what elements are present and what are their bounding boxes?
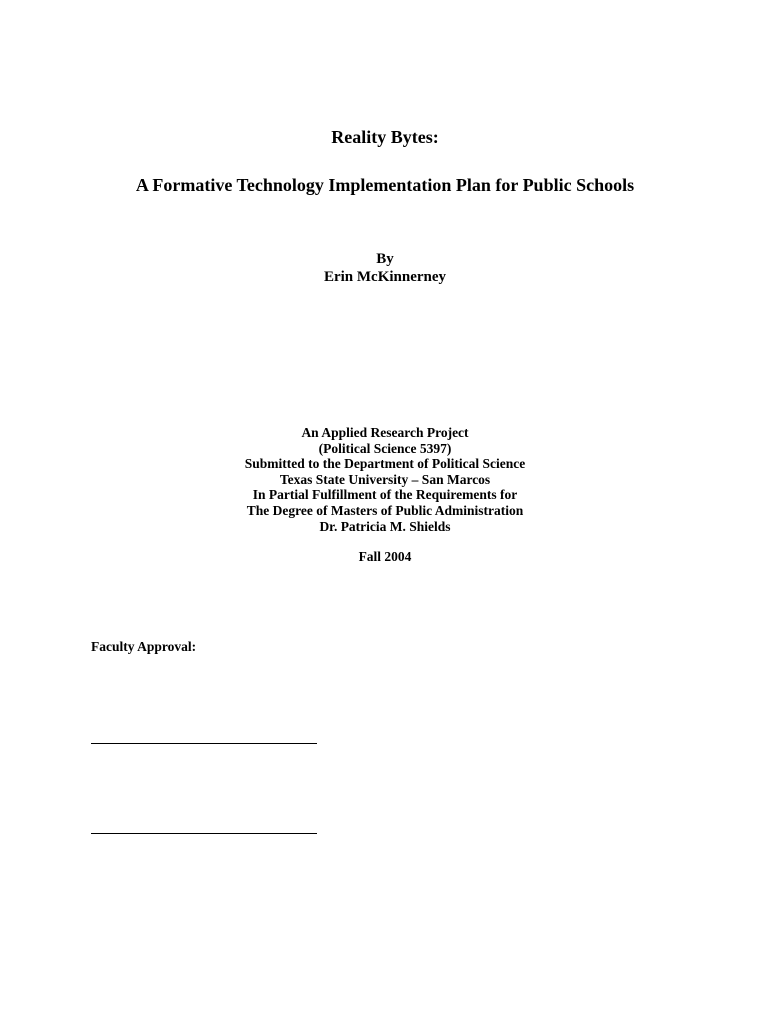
project-line: In Partial Fulfillment of the Requirements for <box>252 487 518 503</box>
document-subtitle: A Formative Technology Implementation Plan for Public Schools <box>135 175 635 195</box>
project-line: Texas State University – San Marcos <box>279 471 491 487</box>
term-date: Fall 2004 <box>358 549 412 564</box>
signature-line <box>91 743 317 744</box>
signature-line <box>91 833 317 834</box>
project-line: Submitted to the Department of Political Science <box>244 456 526 472</box>
author-name: Erin McKinnerney <box>323 269 447 285</box>
document-title: Reality Bytes: <box>331 127 439 147</box>
by-label: By <box>376 251 394 267</box>
project-line: Dr. Patricia M. Shields <box>319 518 451 534</box>
author-block <box>0 250 770 286</box>
project-line: (Political Science 5397) <box>318 440 452 456</box>
faculty-approval-label: Faculty Approval: <box>91 639 197 654</box>
project-line: An Applied Research Project <box>301 425 469 440</box>
project-info-block <box>0 425 770 534</box>
project-line: The Degree of Masters of Public Administration <box>246 502 524 518</box>
